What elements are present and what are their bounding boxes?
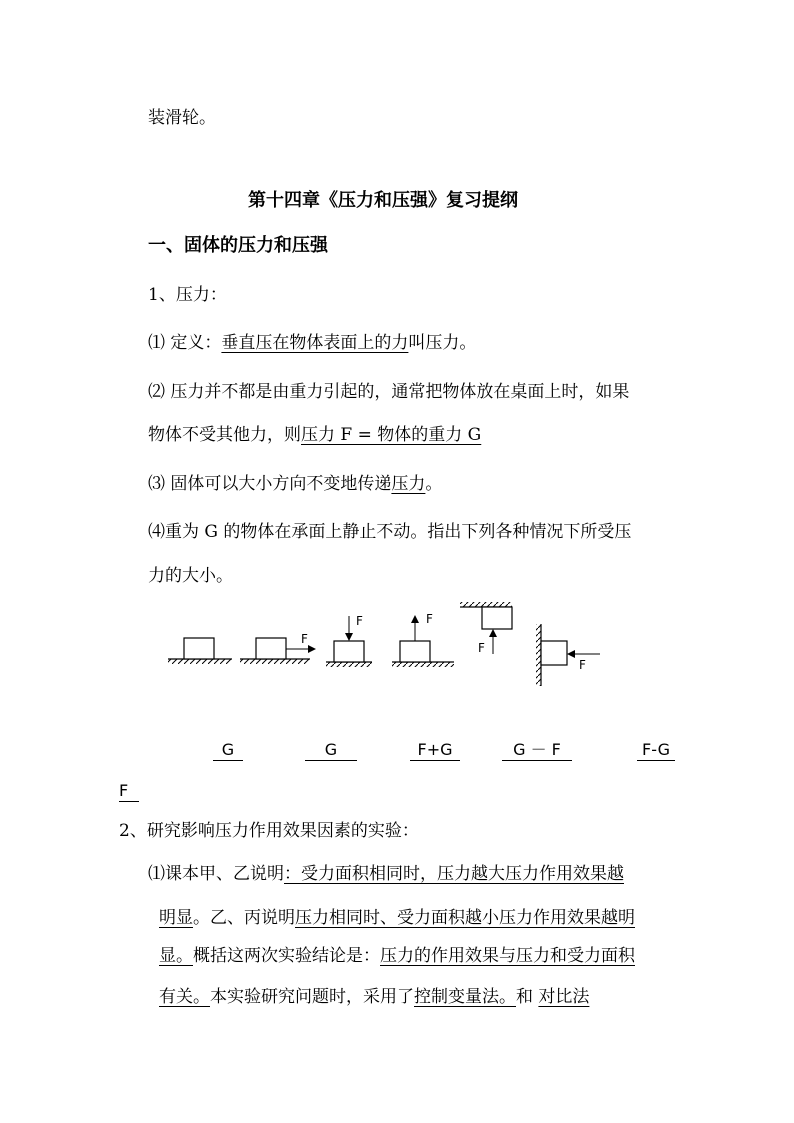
arrow-up-icon — [489, 629, 497, 637]
text-line: 明显。乙、丙说明压力相同时、受力面积越小压力作用效果越明 — [159, 908, 635, 928]
case-ceiling-push — [460, 602, 512, 655]
force-label: F — [426, 612, 433, 626]
arrow-down-icon — [345, 633, 353, 641]
arrow-up-icon — [411, 615, 419, 623]
text-line: ⑴课本甲、乙说明：受力面积相同时，压力越大压力作用效果越 — [148, 864, 624, 884]
answer-blank: G — [213, 740, 243, 761]
answer-blank: 有关。 — [159, 987, 210, 1007]
answer-blank: 压力的作用效果与压力和受力面积 — [380, 946, 635, 966]
answer-blank: 明显 — [159, 908, 193, 928]
case-downward-force — [326, 614, 372, 667]
case-resting-block — [168, 638, 232, 664]
answer-blank: 显。 — [159, 946, 193, 966]
text-line: ⑷重为 G 的物体在承面上静止不动。指出下列各种情况下所受压 — [148, 522, 632, 542]
text-line: 力的大小。 — [148, 566, 233, 586]
definition-line: ⑴ 定义：垂直压在物体表面上的力叫压力。 — [148, 333, 477, 353]
case-upward-force — [392, 612, 454, 667]
force-label: F — [356, 614, 363, 628]
answer-blank: 压力相同时、受力面积越小压力作用效果越明 — [295, 908, 635, 928]
force-label: F — [478, 641, 485, 655]
arrow-left-icon — [567, 650, 575, 658]
answer-blank: 对比法 — [538, 987, 590, 1007]
case-horizontal-force — [240, 632, 316, 664]
text-line: 装滑轮。 — [148, 108, 216, 128]
section-heading: 一、固体的压力和压强 — [148, 235, 328, 256]
answer-blank: 垂直压在物体表面上的力 — [221, 333, 409, 353]
answer-blank: 控制变量法。 — [414, 987, 516, 1007]
item-heading: 1、压力： — [148, 285, 227, 305]
force-label: F — [579, 658, 586, 672]
answer-blank: 压力 F = 物体的重力 G — [301, 425, 482, 445]
text-line: ⑶ 固体可以大小方向不变地传递压力。 — [148, 474, 443, 494]
item-heading: 2、研究影响压力作用效果因素的实验： — [119, 821, 419, 841]
answer-blank: F+G — [410, 740, 460, 761]
answer-blank: 压力 — [391, 474, 426, 494]
text-line: 物体不受其他力，则压力 F = 物体的重力 G — [148, 425, 482, 445]
answer-blank: G － F — [502, 740, 572, 761]
answer-blank: G — [305, 740, 357, 761]
text-line: 有关。本实验研究问题时，采用了控制变量法。和 对比法 — [159, 987, 590, 1007]
answer-blank: ：受力面积相同时，压力越大压力作用效果越 — [284, 864, 624, 884]
chapter-title: 第十四章《压力和压强》复习提纲 — [248, 190, 518, 211]
answer-blank: F-G — [637, 740, 675, 761]
force-label: F — [301, 632, 308, 646]
text-line: 显。概括这两次实验结论是：压力的作用效果与压力和受力面积 — [159, 946, 635, 966]
arrow-right-icon — [308, 645, 316, 653]
text-line: ⑵ 压力并不都是由重力引起的，通常把物体放在桌面上时，如果 — [148, 382, 630, 402]
case-wall-push — [536, 624, 600, 686]
answer-blank: F — [119, 781, 139, 802]
force-diagram — [160, 598, 610, 690]
